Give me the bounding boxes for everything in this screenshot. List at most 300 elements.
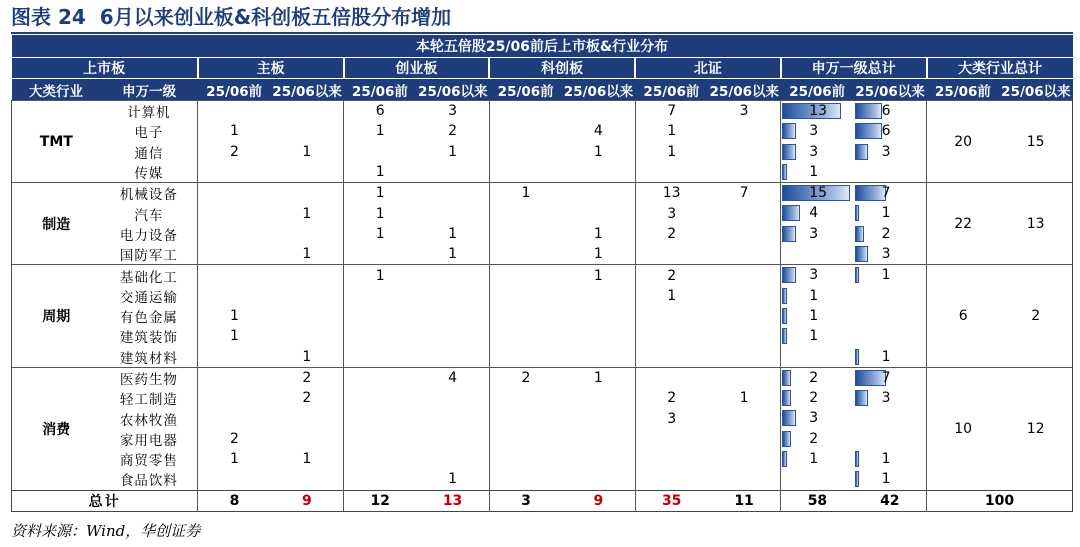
sw-industry-name: 食品饮料 bbox=[119, 473, 178, 490]
sw-total-before-cell bbox=[781, 429, 854, 449]
bse-before-count: 3 bbox=[635, 203, 708, 223]
sw-total-after-bar bbox=[855, 103, 882, 119]
sw-total-after-cell bbox=[854, 265, 927, 286]
star-after-header: 25/06以来 bbox=[562, 79, 635, 101]
main-after-count: 1 bbox=[302, 348, 312, 365]
main-after-count bbox=[271, 224, 344, 244]
sw-total-before-cell bbox=[781, 183, 854, 204]
star-before-count bbox=[489, 429, 562, 449]
sw-industry-name: 轻工制造 bbox=[119, 392, 178, 409]
chinext-before-count: 6 bbox=[344, 101, 417, 122]
bse-after-count bbox=[708, 265, 781, 286]
bse-after-count bbox=[708, 286, 781, 306]
banner-row bbox=[12, 35, 1073, 58]
sw-total-after-value: 6 bbox=[881, 123, 891, 140]
main-after-count bbox=[271, 469, 344, 490]
main-before-count: 1 bbox=[198, 121, 271, 141]
sw-total-after-cell bbox=[854, 162, 927, 183]
table-row bbox=[12, 306, 1073, 326]
sw-total-after-bar bbox=[855, 144, 869, 160]
main-after-count bbox=[271, 183, 344, 204]
sw-total-before-value: 2 bbox=[809, 430, 819, 447]
chinext-before-count bbox=[344, 469, 417, 490]
table-row bbox=[12, 121, 1073, 141]
chinext-before-count bbox=[344, 142, 417, 162]
sw-total-before-value: 3 bbox=[809, 225, 819, 242]
star-after-count bbox=[562, 183, 635, 204]
table-row bbox=[12, 326, 1073, 346]
main-after-count bbox=[271, 286, 344, 306]
chinext-after-count: 1 bbox=[448, 225, 458, 242]
sw-total-after-value: 7 bbox=[881, 185, 891, 202]
sw-total-before-bar bbox=[782, 205, 800, 221]
main-before-count: 1 bbox=[198, 449, 271, 469]
main-before-count bbox=[198, 224, 271, 244]
bse-after-header: 25/06以来 bbox=[708, 79, 781, 101]
sw-total-before-value: 1 bbox=[809, 163, 819, 180]
main-after-count: 1 bbox=[302, 205, 312, 222]
bse-after-total: 11 bbox=[708, 490, 781, 511]
sw-industry-name: 医药生物 bbox=[101, 367, 198, 388]
bse-after-count bbox=[708, 347, 781, 368]
chinext-after-count: 1 bbox=[448, 143, 458, 160]
star-after-count bbox=[562, 388, 635, 408]
bse-before-count: 1 bbox=[635, 286, 708, 306]
bse-after-count bbox=[708, 449, 781, 469]
table-row bbox=[12, 429, 1073, 449]
sw-total-after-value: 2 bbox=[881, 225, 891, 242]
chinext-after-count: 1 bbox=[448, 471, 458, 488]
main-before-count bbox=[198, 347, 271, 368]
bse-after-count bbox=[708, 121, 781, 141]
sw-total-after-value: 6 bbox=[881, 103, 891, 119]
bse-before-count bbox=[635, 367, 708, 388]
chinext-before-count bbox=[344, 449, 417, 469]
bse-after-count bbox=[708, 142, 781, 162]
chinext-before-total: 12 bbox=[344, 490, 417, 511]
star-before-count bbox=[489, 203, 562, 223]
chinext-before-count bbox=[344, 408, 417, 428]
star-before-header: 25/06前 bbox=[489, 79, 562, 101]
sw-total-after-cell bbox=[854, 101, 927, 122]
star-before-count bbox=[489, 408, 562, 428]
main-before-count bbox=[198, 203, 271, 223]
sw-total-after-bar bbox=[855, 226, 864, 242]
sw-total-before-cell bbox=[781, 203, 854, 223]
bse-before-count: 3 bbox=[635, 408, 708, 428]
star-before-total: 3 bbox=[489, 490, 562, 511]
table-row bbox=[12, 142, 1073, 162]
sector-header: 大类行业 bbox=[12, 79, 101, 101]
board-header-chinext: 创业板 bbox=[344, 58, 490, 79]
main-before-count bbox=[198, 367, 271, 388]
star-before-count bbox=[489, 388, 562, 408]
star-before-count bbox=[489, 347, 562, 368]
chinext-after-count: 2 bbox=[448, 123, 458, 140]
figure-caption: 6月以来创业板&科创板五倍股分布增加 bbox=[99, 5, 452, 29]
sw-total-before-bar bbox=[782, 144, 796, 160]
sw-total-after-cell bbox=[854, 286, 927, 306]
sw-total-before-value: 1 bbox=[809, 287, 819, 304]
sw-total-after-cell bbox=[854, 142, 927, 162]
main-before-count bbox=[198, 469, 271, 490]
sw-total-after-bar bbox=[855, 123, 882, 139]
bse-before-count: 2 bbox=[635, 224, 708, 244]
sw-total-after-cell bbox=[854, 203, 927, 223]
chinext-after-count bbox=[416, 286, 489, 306]
chinext-after-count bbox=[416, 449, 489, 469]
main-after-count bbox=[271, 265, 344, 286]
sw-total-before-value: 3 bbox=[809, 410, 819, 427]
sw-total-before-bar bbox=[782, 410, 796, 426]
sw-total-before-cell bbox=[781, 408, 854, 428]
sw-total-before-bar bbox=[782, 451, 787, 467]
board-header-sw-total: 申万一级总计 bbox=[781, 58, 927, 79]
sw-industry-name: 机械设备 bbox=[101, 183, 198, 204]
chinext-before-count bbox=[344, 367, 417, 388]
board-header-main: 主板 bbox=[198, 58, 344, 79]
listing-board-header: 上市板 bbox=[12, 58, 198, 79]
sector-name: 制造 bbox=[12, 183, 101, 265]
main-after-count bbox=[271, 121, 344, 141]
sw-total-before-cell bbox=[781, 326, 854, 346]
bse-before-total: 35 bbox=[635, 490, 708, 511]
chinext-before-count: 1 bbox=[344, 162, 417, 183]
star-after-count bbox=[562, 101, 635, 122]
sector-total-before: 6 bbox=[927, 265, 1000, 367]
sw-total-after-cell bbox=[854, 121, 927, 141]
sw-total-before-value: 15 bbox=[809, 185, 828, 202]
star-before-count bbox=[489, 326, 562, 346]
bse-after-count bbox=[708, 224, 781, 244]
chinext-before-count bbox=[344, 429, 417, 449]
sector-name: 周期 bbox=[12, 265, 101, 367]
sw-total-after-value: 1 bbox=[881, 267, 891, 284]
main-after-count bbox=[271, 326, 344, 346]
sw-total-before-cell bbox=[781, 244, 854, 265]
star-before-count bbox=[489, 244, 562, 265]
chinext-after-count bbox=[416, 265, 489, 286]
bse-before-count: 13 bbox=[635, 183, 708, 204]
board-header-sector-total: 大类行业总计 bbox=[927, 58, 1073, 79]
sector-total-before: 10 bbox=[927, 367, 1000, 490]
bse-after-count bbox=[708, 429, 781, 449]
sw-total-after-bar bbox=[855, 451, 860, 467]
sw-total-before-cell bbox=[781, 121, 854, 141]
table-row bbox=[12, 367, 1073, 388]
sector-total-after-header: 25/06以来 bbox=[999, 79, 1072, 101]
main-after-count bbox=[271, 101, 344, 122]
sw-total-after-value: 3 bbox=[881, 390, 891, 407]
board-header-star: 科创板 bbox=[489, 58, 635, 79]
bse-before-count bbox=[635, 347, 708, 368]
sector-total-after: 15 bbox=[999, 101, 1072, 183]
star-after-count bbox=[562, 286, 635, 306]
sector-total-before-header: 25/06前 bbox=[927, 79, 1000, 101]
bse-after-count: 7 bbox=[708, 183, 781, 204]
table-row bbox=[12, 101, 1073, 122]
chinext-after-count bbox=[416, 183, 489, 204]
sw-total-before-value: 4 bbox=[809, 205, 819, 222]
bse-before-count: 7 bbox=[635, 101, 708, 122]
sw-total-before-value: 2 bbox=[809, 390, 819, 407]
sw-total-before-value: 1 bbox=[809, 328, 819, 345]
source-note: 资料来源：Wind，华创证券 bbox=[11, 522, 201, 540]
main-before-count bbox=[198, 265, 271, 286]
star-after-count bbox=[562, 408, 635, 428]
bse-before-count bbox=[635, 162, 708, 183]
star-before-count bbox=[489, 101, 562, 122]
table-row bbox=[12, 162, 1073, 183]
chinext-after-count: 3 bbox=[416, 101, 489, 122]
sw-total-after-bar bbox=[855, 205, 860, 221]
star-before-count bbox=[489, 162, 562, 183]
distribution-table-frame bbox=[11, 35, 1073, 511]
sw-total-before-value: 1 bbox=[809, 307, 819, 324]
main-after-count bbox=[271, 408, 344, 428]
sw-total-after-value: 1 bbox=[881, 205, 891, 222]
bse-after-count: 1 bbox=[739, 390, 749, 407]
distribution-table bbox=[11, 35, 1073, 512]
sector-total-after: 2 bbox=[999, 265, 1072, 367]
bse-after-count: 3 bbox=[708, 101, 781, 122]
sw-total-after-bar bbox=[855, 471, 860, 487]
sw-industry-name: 建筑装饰 bbox=[119, 330, 178, 347]
bse-after-count bbox=[708, 367, 781, 388]
total-row bbox=[12, 490, 1073, 511]
main-before-count: 2 bbox=[198, 429, 271, 449]
sw-total-before-bar bbox=[782, 288, 787, 304]
table-row bbox=[12, 388, 1073, 408]
main-after-total: 9 bbox=[271, 490, 344, 511]
sw-total-before-cell bbox=[781, 469, 854, 490]
bse-before-header: 25/06前 bbox=[635, 79, 708, 101]
sw-total-after-value: 7 bbox=[881, 369, 891, 386]
chinext-after-total: 13 bbox=[416, 490, 489, 511]
chinext-after-count bbox=[416, 347, 489, 368]
star-after-count bbox=[562, 306, 635, 326]
sw-total-before-header: 25/06前 bbox=[781, 79, 854, 101]
sw-industry-name: 商贸零售 bbox=[119, 453, 178, 470]
bse-after-count bbox=[708, 203, 781, 223]
sw-total-before-value: 13 bbox=[809, 103, 828, 119]
main-before-count bbox=[198, 388, 271, 408]
sw-total-before-cell bbox=[781, 224, 854, 244]
sw-industry-name: 传媒 bbox=[134, 166, 164, 183]
sector-total-after: 12 bbox=[999, 367, 1072, 490]
star-before-count bbox=[489, 121, 562, 141]
main-after-count: 1 bbox=[302, 143, 312, 160]
sw-total-before-cell bbox=[781, 367, 854, 388]
table-row bbox=[12, 449, 1073, 469]
sw-total-before-cell bbox=[781, 347, 854, 368]
main-after-header: 25/06以来 bbox=[271, 79, 344, 101]
bse-before-count: 1 bbox=[635, 121, 708, 141]
sw-total-before-cell bbox=[781, 162, 854, 183]
sw-total-after-cell bbox=[854, 408, 927, 428]
main-before-count bbox=[198, 244, 271, 265]
table-row bbox=[12, 347, 1073, 368]
sw-total-before-cell bbox=[781, 449, 854, 469]
main-before-count: 2 bbox=[198, 142, 271, 162]
table-row bbox=[12, 244, 1073, 265]
sw-industry-name: 电子 bbox=[134, 125, 164, 142]
sw-total-after-cell bbox=[854, 244, 927, 265]
star-after-count: 1 bbox=[593, 143, 603, 160]
main-after-count bbox=[271, 429, 344, 449]
chinext-after-count: 1 bbox=[448, 246, 458, 263]
chinext-before-count: 1 bbox=[344, 121, 417, 141]
chinext-after-count: 4 bbox=[416, 367, 489, 388]
bse-after-count bbox=[708, 162, 781, 183]
grand-total: 100 bbox=[927, 490, 1073, 511]
sw-total-after-total: 42 bbox=[854, 490, 927, 511]
title-rule bbox=[11, 32, 1073, 34]
sw-total-after-value: 3 bbox=[881, 143, 891, 160]
sw-total-after-cell bbox=[854, 469, 927, 490]
sw-industry-name: 交通运输 bbox=[119, 289, 178, 306]
chinext-before-count bbox=[344, 388, 417, 408]
main-before-total: 8 bbox=[198, 490, 271, 511]
table-banner: 本轮五倍股25/06前后上市板&行业分布 bbox=[12, 35, 1073, 58]
sw-total-after-bar bbox=[855, 390, 869, 406]
star-before-count bbox=[489, 449, 562, 469]
bse-before-count bbox=[635, 326, 708, 346]
star-before-count bbox=[489, 306, 562, 326]
bse-after-count bbox=[708, 408, 781, 428]
chinext-after-count bbox=[416, 162, 489, 183]
sw-total-after-cell bbox=[854, 306, 927, 326]
main-before-count bbox=[198, 183, 271, 204]
star-after-count: 4 bbox=[593, 123, 603, 140]
sw-total-after-value: 3 bbox=[881, 246, 891, 263]
sw-total-before-bar bbox=[782, 431, 791, 447]
sw-total-before-value: 3 bbox=[809, 143, 819, 160]
star-before-count bbox=[489, 469, 562, 490]
sw-total-after-value: 1 bbox=[881, 348, 891, 365]
sw-total-after-cell bbox=[854, 347, 927, 368]
star-before-count bbox=[489, 265, 562, 286]
sector-total-before: 20 bbox=[927, 101, 1000, 183]
figure-title bbox=[11, 3, 451, 31]
bse-after-count bbox=[708, 244, 781, 265]
sw-industry-name: 汽车 bbox=[134, 207, 164, 224]
sw-total-after-bar bbox=[855, 267, 860, 283]
sw-total-after-cell bbox=[854, 183, 927, 204]
star-after-count bbox=[562, 326, 635, 346]
table-body bbox=[12, 35, 1073, 511]
board-header-row bbox=[12, 58, 1073, 79]
table-row bbox=[12, 224, 1073, 244]
figure-number: 图表 24 bbox=[11, 5, 86, 29]
main-after-count bbox=[271, 306, 344, 326]
star-after-count: 1 bbox=[562, 367, 635, 388]
board-header-bse: 北证 bbox=[635, 58, 781, 79]
sw-total-after-cell bbox=[854, 449, 927, 469]
chinext-before-count bbox=[344, 244, 417, 265]
sw-industry-name: 电力设备 bbox=[119, 227, 178, 244]
sector-total-before: 22 bbox=[927, 183, 1000, 265]
table-row bbox=[12, 408, 1073, 428]
sector-name: 消费 bbox=[12, 367, 101, 490]
sw-total-before-bar bbox=[782, 308, 787, 324]
main-after-count: 1 bbox=[302, 451, 312, 468]
chinext-after-count bbox=[416, 306, 489, 326]
star-after-count bbox=[562, 469, 635, 490]
chinext-after-header: 25/06以来 bbox=[416, 79, 489, 101]
sw-header: 申万一级 bbox=[101, 79, 198, 101]
chinext-before-count bbox=[344, 326, 417, 346]
chinext-after-count bbox=[416, 408, 489, 428]
sw-total-after-cell bbox=[854, 429, 927, 449]
sw-industry-name: 建筑材料 bbox=[119, 350, 178, 367]
sw-total-before-cell bbox=[781, 306, 854, 326]
chinext-before-count: 1 bbox=[344, 265, 417, 286]
sw-total-before-cell bbox=[781, 286, 854, 306]
sw-total-after-cell bbox=[854, 326, 927, 346]
period-header-row bbox=[12, 79, 1073, 101]
star-after-count bbox=[562, 449, 635, 469]
chinext-before-count bbox=[344, 286, 417, 306]
chinext-after-count bbox=[416, 388, 489, 408]
chinext-before-count bbox=[344, 306, 417, 326]
sw-total-after-value: 1 bbox=[881, 451, 891, 468]
main-after-count bbox=[271, 162, 344, 183]
sector-name: TMT bbox=[12, 101, 101, 183]
star-after-count: 1 bbox=[593, 225, 603, 242]
bse-before-count bbox=[635, 469, 708, 490]
star-after-total: 9 bbox=[562, 490, 635, 511]
sw-total-before-bar bbox=[782, 123, 796, 139]
sw-total-before-cell bbox=[781, 101, 854, 122]
star-before-count: 2 bbox=[489, 367, 562, 388]
bse-before-count bbox=[635, 429, 708, 449]
sector-total-after: 13 bbox=[999, 183, 1072, 265]
sw-total-before-bar bbox=[782, 370, 791, 386]
sw-total-after-bar bbox=[855, 349, 860, 365]
main-before-count bbox=[198, 162, 271, 183]
chinext-before-count bbox=[344, 347, 417, 368]
star-after-count bbox=[562, 162, 635, 183]
main-before-header: 25/06前 bbox=[198, 79, 271, 101]
bse-before-count bbox=[635, 449, 708, 469]
sw-industry-name: 通信 bbox=[134, 145, 164, 162]
sw-total-before-total: 58 bbox=[781, 490, 854, 511]
chinext-before-count: 1 bbox=[344, 224, 417, 244]
star-after-count bbox=[562, 347, 635, 368]
sw-total-before-value: 2 bbox=[809, 369, 819, 386]
sw-total-after-cell bbox=[854, 388, 927, 408]
sw-total-after-cell bbox=[854, 367, 927, 388]
sw-total-after-bar bbox=[855, 246, 869, 262]
star-after-count bbox=[562, 203, 635, 223]
star-after-count bbox=[562, 429, 635, 449]
main-before-count: 1 bbox=[198, 326, 271, 346]
sw-total-before-bar bbox=[782, 226, 796, 242]
table-row bbox=[12, 469, 1073, 490]
table-row bbox=[12, 203, 1073, 223]
chinext-before-count: 1 bbox=[344, 183, 417, 204]
chinext-after-count bbox=[416, 203, 489, 223]
sw-total-before-bar bbox=[782, 390, 791, 406]
sw-total-before-value: 3 bbox=[809, 123, 819, 140]
sw-total-before-bar bbox=[782, 164, 787, 180]
total-label: 总计 bbox=[12, 490, 198, 511]
table-row bbox=[12, 183, 1073, 204]
sw-total-before-bar bbox=[782, 267, 796, 283]
star-before-count bbox=[489, 224, 562, 244]
bse-before-count: 1 bbox=[635, 142, 708, 162]
